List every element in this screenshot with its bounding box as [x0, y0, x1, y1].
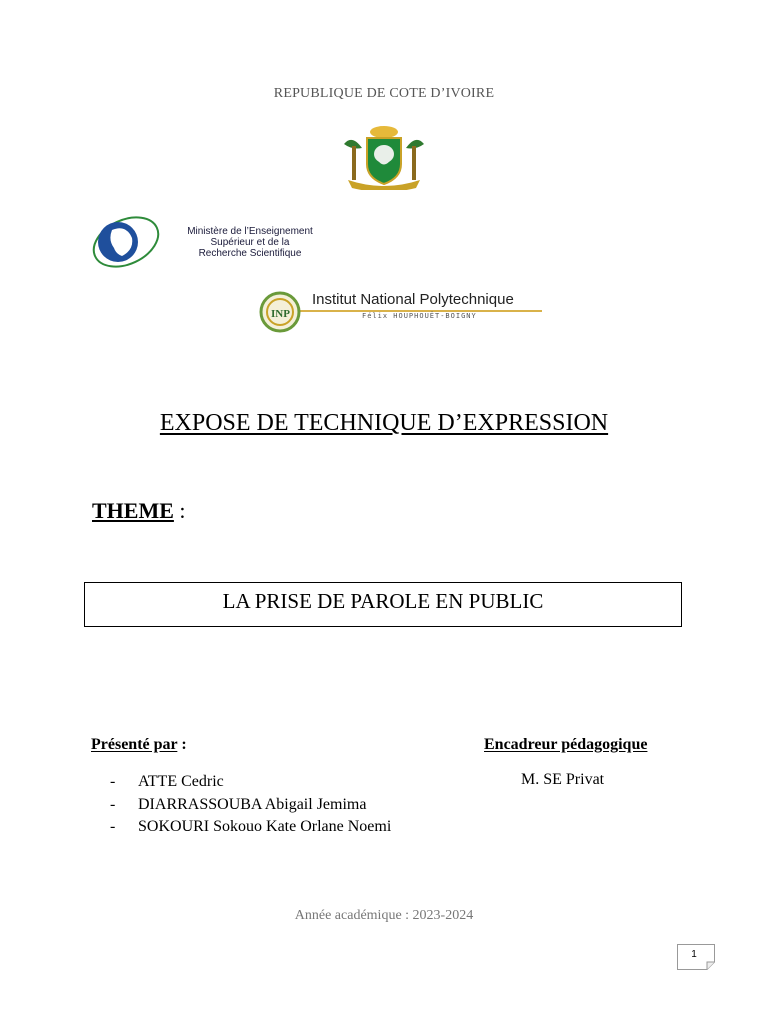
document-title-text: EXPOSE DE TECHNIQUE D’EXPRESSION — [159, 410, 609, 436]
theme-heading — [92, 498, 186, 524]
ministry-line: Supérieur et de la — [210, 237, 290, 248]
theme-colon: : — [173, 498, 186, 523]
list-bullet: - — [110, 818, 116, 835]
document-title — [0, 410, 768, 437]
theme-box — [84, 582, 682, 627]
institute-logo — [248, 290, 543, 334]
list-bullet: - — [110, 795, 116, 813]
page-number: 1 — [691, 949, 697, 960]
theme-value: LA PRISE DE PAROLE EN PUBLIC — [222, 589, 544, 613]
list-item — [110, 794, 391, 817]
country-header: REPUBLIQUE DE COTE D’IVOIRE — [273, 86, 495, 101]
supervisor-name: M. SE Privat — [521, 771, 605, 788]
supervisor-heading — [484, 736, 647, 754]
author-name: ATTE Cedric — [138, 773, 224, 790]
ministry-logo — [90, 208, 340, 278]
coat-of-arms-logo — [334, 124, 434, 190]
institute-subtitle: Félix HOUPHOUËT-BOIGNY — [362, 312, 477, 320]
list-item — [110, 771, 391, 794]
authors-list — [110, 771, 391, 839]
academic-year: Année académique : 2023-2024 — [294, 908, 474, 923]
list-bullet: - — [110, 773, 116, 790]
svg-text:INP: INP — [271, 308, 290, 320]
institute-name: Institut National Polytechnique — [312, 291, 514, 308]
theme-label: THEME — [92, 498, 174, 523]
presented-by-heading — [91, 736, 187, 754]
author-name: DIARRASSOUBA Abigail Jemima — [138, 795, 367, 813]
page-number-badge — [677, 944, 715, 970]
presented-by-label: Présenté par — [91, 736, 178, 753]
presented-by-colon: : — [177, 736, 187, 753]
ministry-line: Ministère de l’Enseignement — [187, 226, 313, 237]
list-item — [110, 816, 391, 839]
ministry-line: Recherche Scientifique — [198, 248, 302, 259]
supervisor-label: Encadreur pédagogique — [484, 736, 648, 753]
author-name: SOKOURI Sokouo Kate Orlane Noemi — [138, 818, 392, 835]
